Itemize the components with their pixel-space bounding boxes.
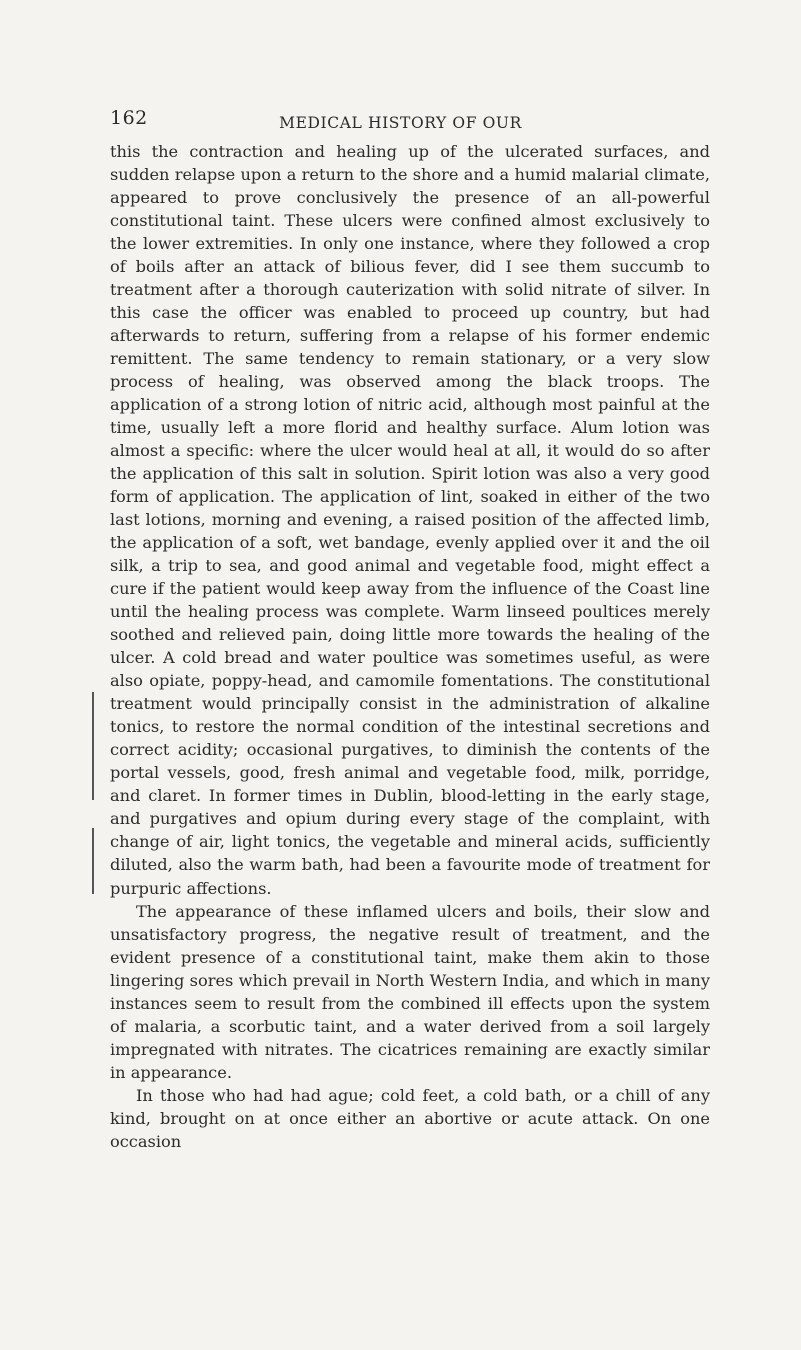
paragraph: The appearance of these inflamed ulcers and boils, their slow and unsatisfactory progress, the negative result of treatment, and the evident presence of a constitutional taint, make them akin to those lingering sores which prevail in North Western India, and which in many instances seem to result from the combined ill effects upon the system of malaria, a scorbutic taint, and a water derived from a soil largely impregnated with nitrates. The cicatrices remaining are exactly similar in appearance. — [110, 901, 710, 1082]
margin-pencil-mark — [92, 692, 94, 800]
page-number: 162 — [110, 107, 148, 129]
paragraph: In those who had had ague; cold feet, a cold bath, or a chill of any kind, brought on at once either an abortive or acute attack. On one occasion — [110, 1085, 710, 1151]
body-text — [110, 140, 710, 1153]
margin-pencil-mark — [92, 828, 94, 894]
paragraph-continued: this the contraction and healing up of the ulcerated surfaces, and sudden relapse upon a return to the shore and a humid malarial climate, appeared to prove conclusively the presence of an all-powerful constitutional taint. These ulcers were confined almost exclusively to the lower extremities. In only one instance, where they followed a crop of boils after an attack of bilious fever, did I see them succumb to treatment after a thorough cauterization with solid nitrate of silver. In this case the officer was enabled to proceed up country, but had afterwards to return, suffering from a relapse of his former endemic remittent. The same tendency to remain stationary, or a very slow process of healing, was observed among the black troops. The application of a strong lotion of nitric acid, although most painful at the time, usually left a more florid and healthy surface. Alum lotion was almost a specific: where the ulcer would heal at all, it would do so after the application of this salt in solution. Spirit lotion was also a very good form of application. The application of lint, soaked in either of the two last lotions, morning and evening, a raised position of the affected limb, the application of a soft, wet bandage, evenly applied over it and the oil silk, a trip to sea, and good animal and vegetable food, might effect a cure if the patient would keep away from the influence of the Coast line until the healing process was complete. Warm linseed poultices merely soothed and relieved pain, doing little more towards the healing of the ulcer. A cold bread and water poultice was sometimes useful, as were also opiate, poppy-head, and camomile fomentations. The constitutional treatment would principally consist in the administration of alkaline tonics, to restore the normal condition of the intestinal secretions and correct acidity; occasional purgatives, to diminish the contents of the portal vessels, good, fresh animal and vegetable food, milk, porridge, and claret. In former times in Dublin, blood-letting in the early stage, and purgatives and opium during every stage of the complaint, with change of air, light tonics, the vegetable and mineral acids, sufficiently diluted, also the warm bath, had been a favourite mode of treatment for purpuric affections. — [110, 142, 710, 898]
running-head: MEDICAL HISTORY OF OUR — [279, 114, 522, 132]
